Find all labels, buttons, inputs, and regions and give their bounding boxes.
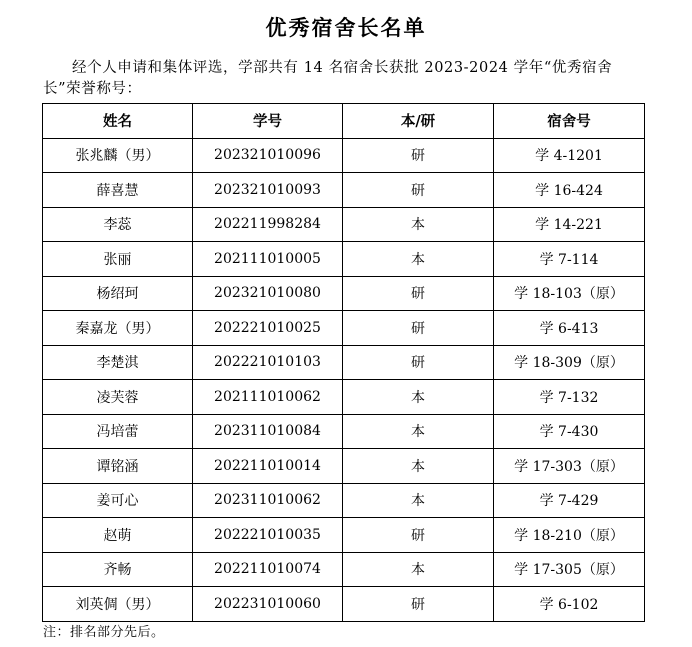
cell-student-id: 202221010103 xyxy=(193,345,343,380)
cell-student-id: 202211010074 xyxy=(193,552,343,587)
cell-dorm: 学 4-1201 xyxy=(494,138,645,173)
cell-dorm: 学 17-305（原） xyxy=(494,552,645,587)
table-body xyxy=(43,138,645,621)
column-header-level: 本/研 xyxy=(343,104,494,139)
cell-dorm: 学 7-429 xyxy=(494,483,645,518)
cell-name: 李蕊 xyxy=(43,207,193,242)
column-header-name: 姓名 xyxy=(43,104,193,139)
cell-level: 本 xyxy=(343,449,494,484)
cell-level: 本 xyxy=(343,207,494,242)
cell-dorm: 学 14-221 xyxy=(494,207,645,242)
table-row xyxy=(43,552,645,587)
cell-level: 研 xyxy=(343,345,494,380)
cell-level: 研 xyxy=(343,276,494,311)
cell-student-id: 202211998284 xyxy=(193,207,343,242)
table-row xyxy=(43,173,645,208)
cell-level: 研 xyxy=(343,173,494,208)
cell-level: 研 xyxy=(343,311,494,346)
cell-name: 冯培蕾 xyxy=(43,414,193,449)
table-row xyxy=(43,380,645,415)
cell-dorm: 学 7-114 xyxy=(494,242,645,277)
cell-student-id: 202321010093 xyxy=(193,173,343,208)
cell-student-id: 202221010035 xyxy=(193,518,343,553)
cell-level: 本 xyxy=(343,483,494,518)
cell-student-id: 202311010062 xyxy=(193,483,343,518)
intro-paragraph: 经个人申请和集体评选，学部共有 14 名宿舍长获批 2023-2024 学年“优秀宿舍长”荣誉称号： xyxy=(43,60,613,97)
table-row xyxy=(43,311,645,346)
table-row xyxy=(43,587,645,622)
cell-name: 薛喜慧 xyxy=(43,173,193,208)
cell-level: 本 xyxy=(343,414,494,449)
table-row xyxy=(43,518,645,553)
cell-student-id: 202321010096 xyxy=(193,138,343,173)
cell-dorm: 学 18-103（原） xyxy=(494,276,645,311)
cell-level: 本 xyxy=(343,242,494,277)
cell-dorm: 学 7-430 xyxy=(494,414,645,449)
table-row xyxy=(43,276,645,311)
cell-dorm: 学 18-309（原） xyxy=(494,345,645,380)
cell-student-id: 202111010005 xyxy=(193,242,343,277)
cell-level: 研 xyxy=(343,138,494,173)
cell-dorm: 学 6-102 xyxy=(494,587,645,622)
cell-student-id: 202231010060 xyxy=(193,587,343,622)
cell-level: 研 xyxy=(343,518,494,553)
cell-dorm: 学 6-413 xyxy=(494,311,645,346)
table-row xyxy=(43,345,645,380)
table-row xyxy=(43,449,645,484)
cell-name: 凌芙蓉 xyxy=(43,380,193,415)
cell-student-id: 202221010025 xyxy=(193,311,343,346)
cell-level: 本 xyxy=(343,552,494,587)
cell-name: 杨绍珂 xyxy=(43,276,193,311)
cell-name: 姜可心 xyxy=(43,483,193,518)
table-header-row xyxy=(43,104,645,139)
cell-dorm: 学 18-210（原） xyxy=(494,518,645,553)
cell-name: 赵萌 xyxy=(43,518,193,553)
table-row xyxy=(43,414,645,449)
cell-name: 刘英倜（男） xyxy=(43,587,193,622)
footnote: 注：排名部分先后。 xyxy=(43,625,165,640)
cell-dorm: 学 7-132 xyxy=(494,380,645,415)
cell-dorm: 学 16-424 xyxy=(494,173,645,208)
cell-name: 张兆麟（男） xyxy=(43,138,193,173)
honor-roster-table xyxy=(42,103,645,622)
cell-level: 本 xyxy=(343,380,494,415)
cell-name: 齐畅 xyxy=(43,552,193,587)
table-row xyxy=(43,138,645,173)
cell-name: 秦嘉龙（男） xyxy=(43,311,193,346)
page-title: 优秀宿舍长名单 xyxy=(265,15,427,40)
cell-name: 谭铭涵 xyxy=(43,449,193,484)
cell-student-id: 202321010080 xyxy=(193,276,343,311)
cell-name: 张丽 xyxy=(43,242,193,277)
cell-level: 研 xyxy=(343,587,494,622)
table-row xyxy=(43,242,645,277)
table-row xyxy=(43,483,645,518)
column-header-dorm: 宿舍号 xyxy=(494,104,645,139)
cell-dorm: 学 17-303（原） xyxy=(494,449,645,484)
cell-name: 李楚淇 xyxy=(43,345,193,380)
table-row xyxy=(43,207,645,242)
cell-student-id: 202211010014 xyxy=(193,449,343,484)
cell-student-id: 202311010084 xyxy=(193,414,343,449)
column-header-student-id: 学号 xyxy=(193,104,343,139)
cell-student-id: 202111010062 xyxy=(193,380,343,415)
